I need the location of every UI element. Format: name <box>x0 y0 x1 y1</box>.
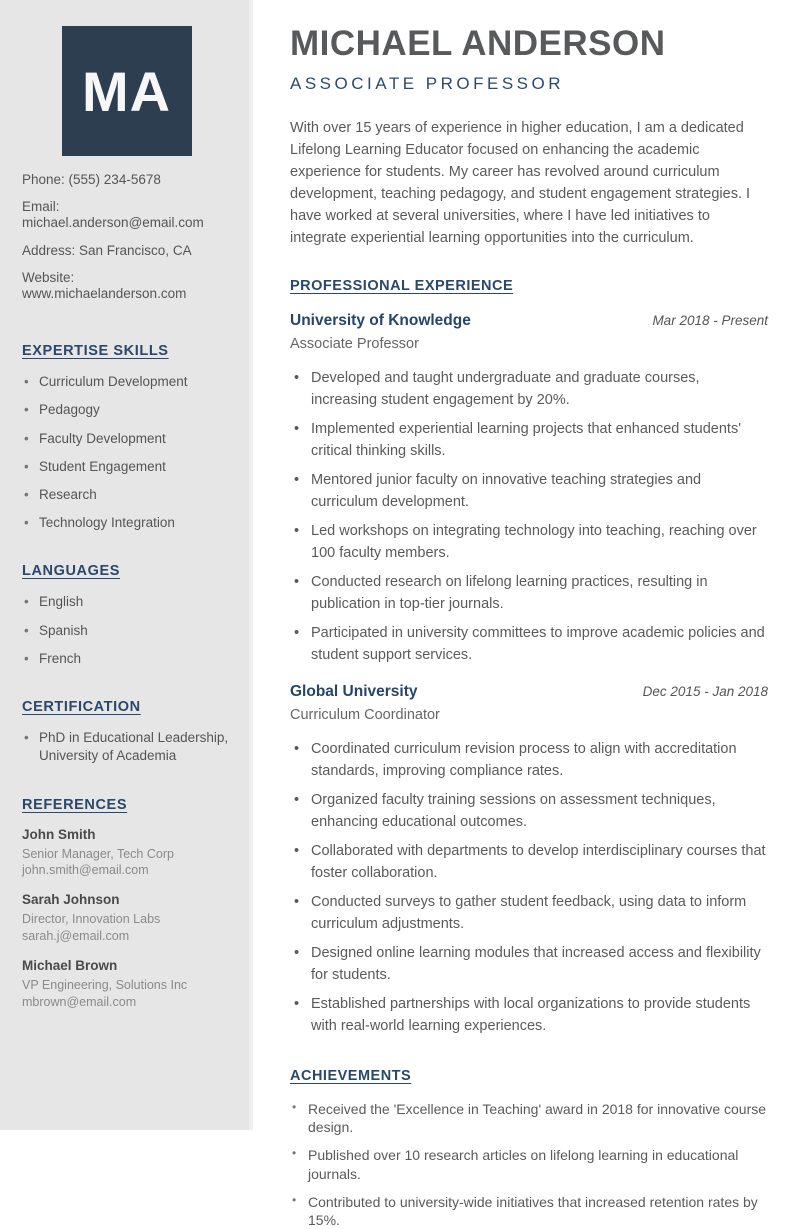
achievements-list <box>290 1100 768 1229</box>
achievement-item: • Received the 'Excellence in Teaching' award in 2018 for innovative course design. <box>290 1100 768 1136</box>
job-header <box>290 683 768 701</box>
contact-website: Website: www.michaelanderson.com <box>22 269 187 301</box>
skill-item: • Technology Integration <box>22 514 231 532</box>
job-role: Associate Professor <box>290 336 419 352</box>
job-bullets <box>290 368 768 666</box>
job-bullet: • Implemented experiential learning projects that enhanced students' critical thinking skills. <box>290 419 768 462</box>
language-item: • English <box>22 593 231 611</box>
skills-section <box>22 342 231 532</box>
reference-email: john.smith@email.com <box>22 863 149 878</box>
person-name: MICHAEL ANDERSON <box>290 24 666 63</box>
job-entry <box>290 683 768 1037</box>
achievements-heading: ACHIEVEMENTS <box>290 1068 412 1084</box>
person-title: ASSOCIATE PROFESSOR <box>290 74 565 93</box>
job-bullets <box>290 739 768 1037</box>
reference-email: sarah.j@email.com <box>22 929 130 944</box>
language-item: • French <box>22 650 231 668</box>
monogram-avatar <box>62 26 192 156</box>
reference-entry <box>22 892 231 945</box>
job-bullet: • Conducted research on lifelong learning practices, resulting in publication in top-tier journals. <box>290 572 768 615</box>
job-bullet: • Organized faculty training sessions on assessment techniques, enhancing educational outcomes. <box>290 790 768 833</box>
job-bullet: • Led workshops on integrating technology into teaching, reaching over 100 faculty members. <box>290 521 768 564</box>
contact-address: Address: San Francisco, CA <box>22 242 192 258</box>
reference-role: VP Engineering, Solutions Inc <box>22 978 188 993</box>
company-name: University of Knowledge <box>290 312 471 329</box>
reference-role: Senior Manager, Tech Corp <box>22 846 174 861</box>
skill-item: • Curriculum Development <box>22 373 231 391</box>
main-content <box>257 0 800 1228</box>
reference-name: Michael Brown <box>22 958 118 974</box>
job-bullet: • Collaborated with departments to develop interdisciplinary courses that foster collaboration. <box>290 841 768 884</box>
contact-block <box>22 172 231 302</box>
languages-section <box>22 562 231 668</box>
job-bullet: • Developed and taught undergraduate and graduate courses, increasing student engagement by 20%. <box>290 368 768 411</box>
job-bullet: • Participated in university committees to improve academic policies and student support services. <box>290 623 768 666</box>
skills-heading: EXPERTISE SKILLS <box>22 343 169 360</box>
contact-email: Email: michael.anderson@email.com <box>22 199 204 231</box>
reference-name: John Smith <box>22 826 96 842</box>
skill-item: • Research <box>22 486 231 504</box>
job-entry <box>290 312 768 666</box>
achievement-item: • Contributed to university-wide initiatives that increased retention rates by 15%. <box>290 1193 768 1229</box>
company-name: Global University <box>290 683 418 700</box>
references-heading: REFERENCES <box>22 796 128 813</box>
certification-heading: CERTIFICATION <box>22 699 141 716</box>
language-item: • Spanish <box>22 622 231 640</box>
experience-heading: PROFESSIONAL EXPERIENCE <box>290 278 514 294</box>
references-section <box>22 796 231 1011</box>
job-header <box>290 312 768 330</box>
languages-heading: LANGUAGES <box>22 563 121 580</box>
job-bullet: • Established partnerships with local organizations to provide students with real-world learning experiences. <box>290 994 768 1037</box>
languages-list <box>22 593 231 668</box>
job-bullet: • Coordinated curriculum revision process to align with accreditation standards, improving compliance rates. <box>290 739 768 782</box>
reference-entry <box>22 827 231 880</box>
certification-list <box>22 729 231 765</box>
job-bullet: • Conducted surveys to gather student feedback, using data to inform curriculum adjustments. <box>290 892 768 935</box>
job-dates: Dec 2015 - Jan 2018 <box>642 684 768 699</box>
reference-role: Director, Innovation Labs <box>22 912 161 927</box>
skills-list <box>22 373 231 532</box>
job-role: Curriculum Coordinator <box>290 707 440 723</box>
skill-item: • Faculty Development <box>22 430 231 448</box>
job-bullet: • Designed online learning modules that increased access and flexibility for students. <box>290 943 768 986</box>
sidebar <box>0 0 253 1130</box>
summary-paragraph: With over 15 years of experience in higher education, I am a dedicated Lifelong Learning Educator focused on enhancing the academic experience for students. My career has revolved around curriculum development, teaching pedagogy, and student engagement strategies. I have worked at several universities, where I have led initiatives to integrate experiential learning opportunities into the curriculum. <box>290 120 751 246</box>
contact-phone: Phone: (555) 234-5678 <box>22 172 161 187</box>
monogram-initials: MA <box>81 59 172 123</box>
job-bullet: • Mentored junior faculty on innovative teaching strategies and curriculum development. <box>290 470 768 513</box>
reference-name: Sarah Johnson <box>22 892 120 908</box>
reference-entry <box>22 958 231 1011</box>
certification-item: • PhD in Educational Leadership, University of Academia <box>22 729 231 765</box>
job-dates: Mar 2018 - Present <box>652 313 768 328</box>
experience-section <box>290 277 768 1037</box>
reference-email: mbrown@email.com <box>22 994 137 1009</box>
achievements-section <box>290 1067 768 1229</box>
skill-item: • Pedagogy <box>22 401 231 419</box>
certification-section <box>22 698 231 765</box>
skill-item: • Student Engagement <box>22 458 231 476</box>
achievement-item: • Published over 10 research articles on lifelong learning in educational journals. <box>290 1146 768 1182</box>
